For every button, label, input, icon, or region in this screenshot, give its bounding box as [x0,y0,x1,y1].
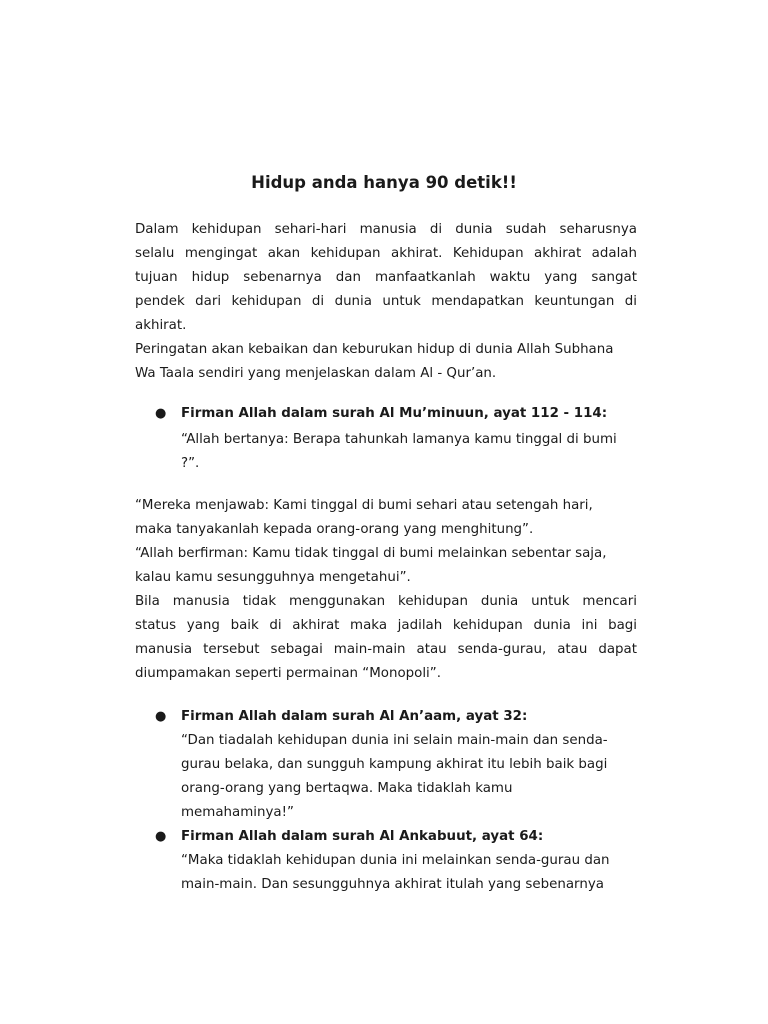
text-line: “Allah berfirman: Kamu tidak tinggal di bumi melainkan sebentar saja, [135,546,607,561]
list-item-heading: Firman Allah dalam surah Al An’aam, ayat 32: [181,709,528,724]
text-line: selalu mengingat akan kehidupan akhirat. Kehidupan akhirat adalah [135,246,637,261]
text-line: Bila manusia tidak menggunakan kehidupan dunia untuk mencari [135,594,637,609]
page-title: Hidup anda hanya 90 detik!! [251,173,517,192]
bullet-icon: ● [155,709,167,724]
text-line: status yang baik di akhirat maka jadilah kehidupan dunia ini bagi [135,618,637,633]
text-line: ?”. [181,456,200,471]
text-line: gurau belaka, dan sungguh kampung akhirat itu lebih baik bagi [181,757,608,772]
text-line: “Allah bertanya: Berapa tahunkah lamanya kamu tinggal di bumi [181,432,617,447]
text-line: Wa Taala sendiri yang menjelaskan dalam Al - Qur’an. [135,366,497,381]
text-line: tujuan hidup sebenarnya dan manfaatkanlah waktu yang sangat [135,270,637,285]
text-line: kalau kamu sesungguhnya mengetahui”. [135,570,411,585]
text-line: “Maka tidaklah kehidupan dunia ini melainkan senda-gurau dan [181,853,610,868]
list-item-heading: Firman Allah dalam surah Al Ankabuut, ayat 64: [181,829,544,844]
text-line: Dalam kehidupan sehari-hari manusia di dunia sudah seharusnya [135,222,637,237]
text-line: “Dan tiadalah kehidupan dunia ini selain main-main dan senda- [181,733,608,748]
text-line: memahaminya!” [181,805,294,820]
text-line: “Mereka menjawab: Kami tinggal di bumi sehari atau setengah hari, [135,498,593,513]
text-line: Peringatan akan kebaikan dan keburukan hidup di dunia Allah Subhana [135,342,614,357]
text-line: maka tanyakanlah kepada orang-orang yang menghitung”. [135,522,534,537]
bullet-icon: ● [155,406,167,421]
text-line: manusia tersebut sebagai main-main atau senda-gurau, atau dapat [135,642,637,657]
bullet-icon: ● [155,829,167,844]
text-line: pendek dari kehidupan di dunia untuk mendapatkan keuntungan di [135,294,637,309]
text-line: main-main. Dan sesungguhnya akhirat itulah yang sebenarnya [181,877,604,892]
list-item-heading: Firman Allah dalam surah Al Mu’minuun, ayat 112 - 114: [181,406,608,421]
text-line: orang-orang yang bertaqwa. Maka tidaklah kamu [181,781,513,796]
text-line: akhirat. [135,318,187,333]
text-line: diumpamakan seperti permainan “Monopoli”. [135,666,441,681]
